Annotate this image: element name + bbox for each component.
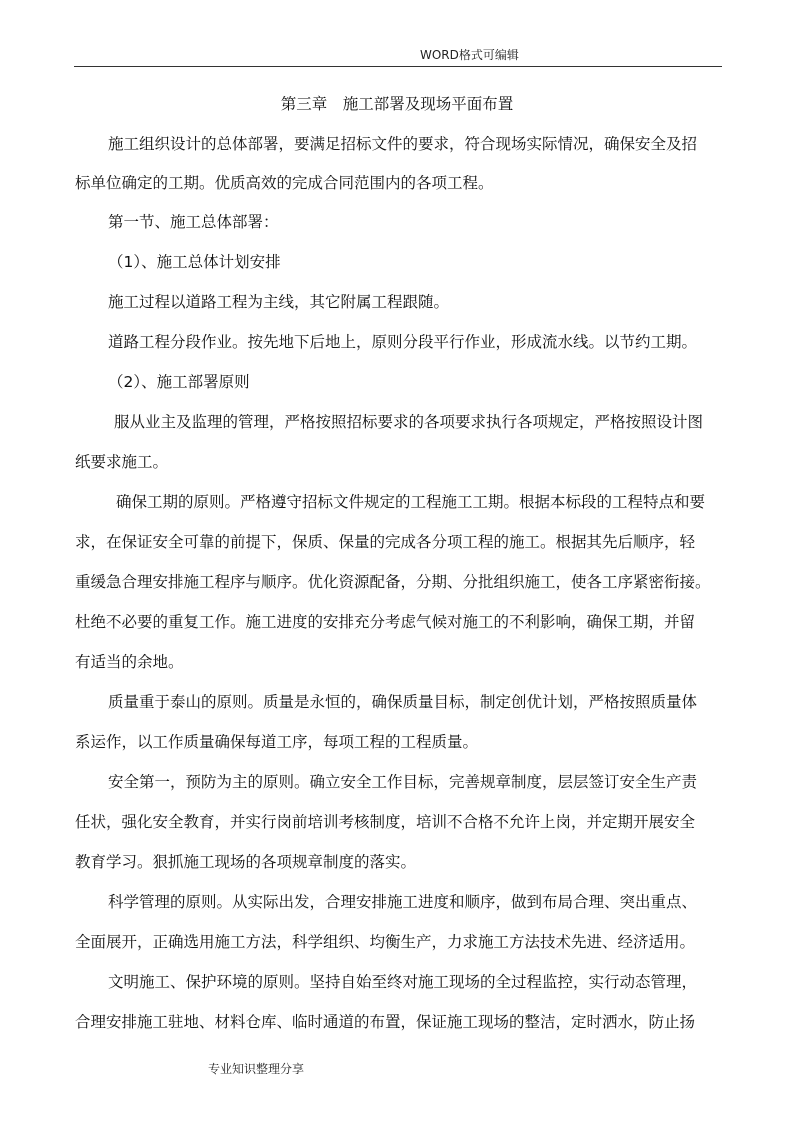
paragraph-line: 服从业主及监理的管理，严格按照招标要求的各项要求执行各项规定，严格按照设计图 — [114, 413, 704, 431]
paragraph-line: 文明施工、保护环境的原则。坚持自始至终对施工现场的全过程监控，实行动态管理， — [108, 973, 698, 991]
paragraph-line: 科学管理的原则。从实际出发，合理安排施工进度和顺序，做到布局合理、突出重点、 — [108, 893, 698, 911]
subsection-heading: （2）、施工部署原则 — [108, 373, 250, 391]
subsection-heading: （1）、施工总体计划安排 — [108, 253, 281, 271]
paragraph-line: 施工组织设计的总体部署，要满足招标文件的要求，符合现场实际情况，确保安全及招 — [108, 135, 698, 153]
paragraph-line: 系运作，以工作质量确保每道工序，每项工程的工程质量。 — [75, 733, 479, 751]
paragraph-line: 质量重于泰山的原则。质量是永恒的，确保质量目标，制定创优计划，严格按照质量体 — [108, 693, 698, 711]
paragraph-line: 标单位确定的工期。优质高效的完成合同范围内的各项工程。 — [75, 174, 494, 192]
paragraph-line: 重缓急合理安排施工程序与顺序。优化资源配备，分期、分批组织施工，使各工序紧密衔接。 — [75, 573, 711, 591]
paragraph-line: 道路工程分段作业。按先地下后地上，原则分段平行作业，形成流水线。以节约工期。 — [108, 333, 698, 351]
paragraph-line: 杜绝不必要的重复工作。施工进度的安排充分考虑气候对施工的不利影响，确保工期，并留 — [75, 613, 696, 631]
paragraph-line: 有适当的余地。 — [75, 653, 184, 671]
section-heading: 第一节、施工总体部署： — [108, 213, 279, 231]
paragraph-line: 纸要求施工。 — [75, 453, 169, 471]
paragraph-line: 求，在保证安全可靠的前提下，保质、保量的完成各分项工程的施工。根据其先后顺序，轻 — [75, 533, 696, 551]
paragraph-line: 任状，强化安全教育，并实行岗前培训考核制度，培训不合格不允许上岗，并定期开展安全 — [75, 813, 696, 831]
paragraph-line: 全面展开，正确选用施工方法，科学组织、均衡生产，力求施工方法技术先进、经济适用。 — [75, 933, 696, 951]
paragraph-line: 安全第一，预防为主的原则。确立安全工作目标，完善规章制度，层层签订安全生产责 — [108, 773, 698, 791]
header-divider — [74, 66, 722, 67]
page-footer: 专业知识整理分享 — [208, 1062, 305, 1076]
paragraph-line: 教育学习。狠抓施工现场的各项规章制度的落实。 — [75, 853, 417, 871]
paragraph-line: 合理安排施工驻地、材料仓库、临时通道的布置，保证施工现场的整洁，定时洒水，防止扬 — [75, 1013, 696, 1031]
paragraph-line: 确保工期的原则。严格遵守招标文件规定的工程施工工期。根据本标段的工程特点和要 — [116, 493, 706, 511]
paragraph-line: 施工过程以道路工程为主线，其它附属工程跟随。 — [108, 293, 450, 311]
chapter-title: 第三章 施工部署及现场平面布置 — [280, 95, 514, 113]
page-header: WORD格式可编辑 — [420, 48, 519, 62]
